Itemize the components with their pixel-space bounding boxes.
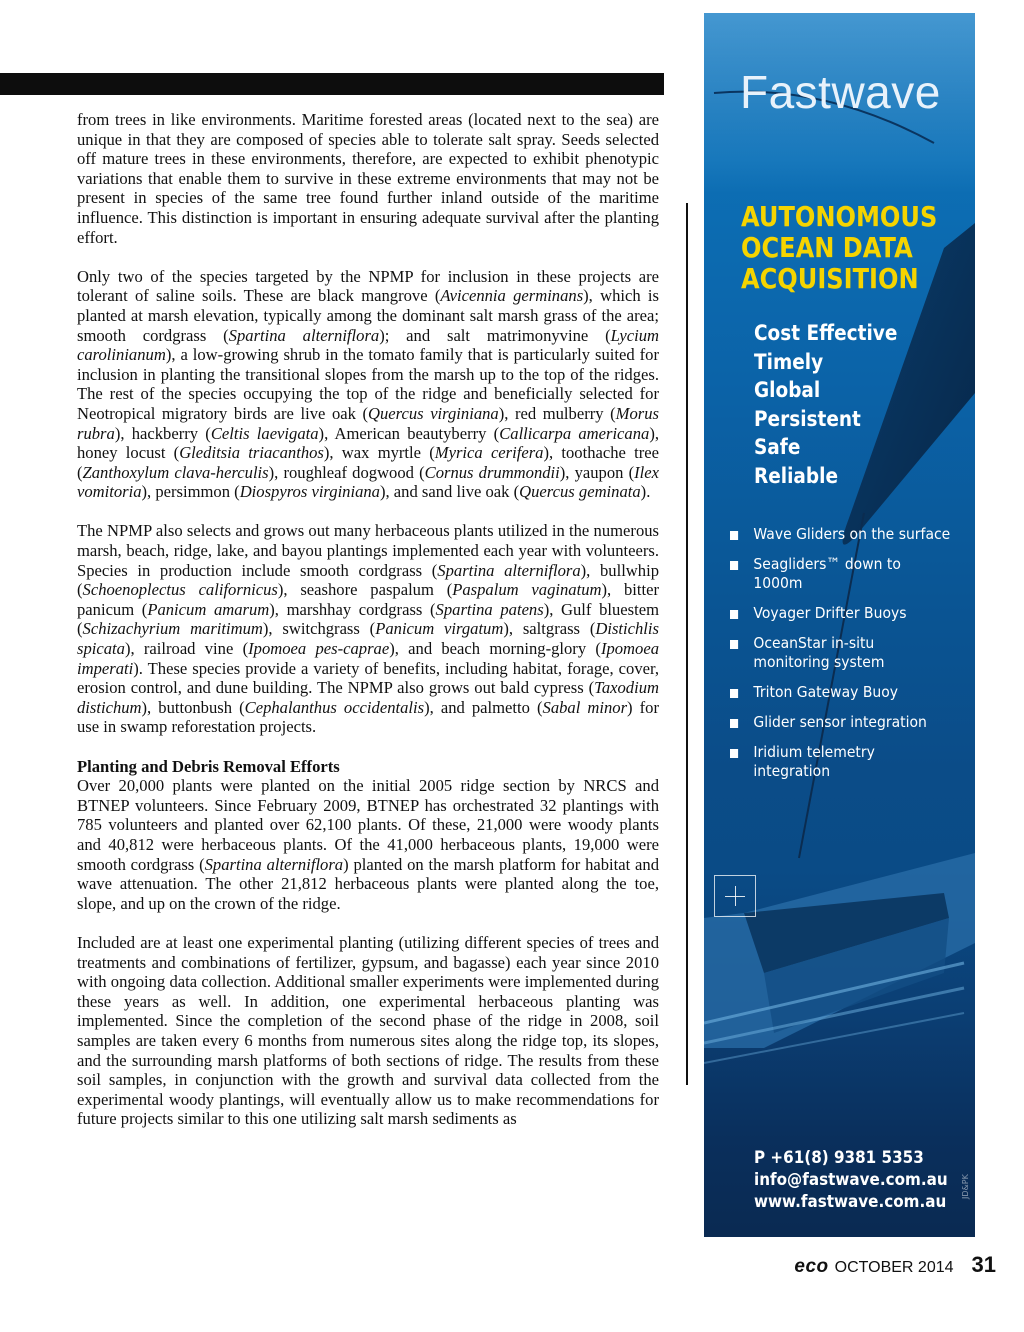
species-name: Paspalum vaginatum bbox=[452, 580, 602, 600]
benefit-item: Safe bbox=[754, 435, 801, 459]
page-number: 31 bbox=[971, 1252, 996, 1277]
feature-label: OceanStar in-situ monitoring system bbox=[753, 634, 885, 671]
species-name: Cornus drummondii bbox=[424, 462, 560, 482]
feature-item bbox=[730, 555, 951, 593]
article-paragraphs bbox=[77, 110, 659, 737]
species-name: Quercus geminata bbox=[519, 482, 641, 502]
feature-label: Iridium telemetry integration bbox=[753, 743, 875, 780]
ad-contact bbox=[754, 1147, 948, 1213]
species-name: Panicum virgatum bbox=[375, 619, 504, 639]
paragraph: Included are at least one experimental planting (utilizing different species of trees and treatments and combinations of fertilizer, gypsum, and bagasse) each year since 2010 with ongoing data collection. Additional smaller experiments were implemented during these years as well. In addition, one experimental herbaceous planting was implemented. Since the completion of the second phase of the ridge in 2008, soil samples are taken every 6 months from numerous sites along the ridge top, its slopes, and the surrounding marsh platforms of both sections of ridge. The results from these soil samples, in conjunction with the growth and survival data collected from the experimental woody plantings, will eventually allow us to make recommendations for future projects similar to this one utilizing salt marsh sediments as bbox=[77, 932, 659, 1129]
species-name: Lycium carolinianum bbox=[77, 325, 659, 365]
species-name: Schoenoplectus californicus bbox=[82, 580, 278, 600]
species-name: Celtis laevigata bbox=[210, 423, 319, 443]
feature-label: Wave Gliders on the surface bbox=[753, 525, 951, 543]
species-name: Distichlis spicata bbox=[77, 619, 659, 659]
feature-item bbox=[730, 683, 951, 702]
species-name: Taxodium distichum bbox=[77, 678, 659, 717]
feature-item bbox=[730, 634, 951, 672]
feature-item bbox=[730, 743, 951, 781]
headline-line: OCEAN DATA bbox=[741, 231, 913, 264]
ad-credit: JD&PK bbox=[961, 1174, 970, 1199]
fastwave-advertisement bbox=[704, 13, 975, 1237]
species-name: Callicarpa americana bbox=[499, 423, 650, 443]
headline-line: ACQUISITION bbox=[741, 262, 919, 295]
bullet-icon bbox=[730, 689, 738, 698]
species-name: Quercus virginiana bbox=[368, 403, 499, 423]
paragraph: from trees in like environments. Maritime forested areas (located next to the sea) are unique in that they are composed of species able to tolerate salt spray. Seeds selected off mature trees in these environments, therefore, are expected to exhibit phenotypic variations that enable them to survive in these extreme environments that may not be present in species of the same tree found further inland outside of the maritime influence. This distinction is important in ensuring adequate survival after the planting effort. bbox=[77, 110, 659, 247]
article-body bbox=[77, 110, 659, 1148]
species-name: Panicum amarum bbox=[147, 599, 270, 619]
species-name: Cephalanthus occidentalis bbox=[244, 697, 425, 717]
species-name: Zanthoxylum clava-herculis bbox=[82, 462, 269, 482]
phone-number: P +61(8) 9381 5353 bbox=[754, 1148, 924, 1167]
species-name: Myrica cerifera bbox=[434, 443, 544, 463]
species-name: Ipomoea pes-caprae bbox=[248, 639, 390, 659]
species-name: Spartina alterniflora bbox=[204, 854, 344, 874]
feature-label: Glider sensor integration bbox=[753, 713, 927, 731]
paragraph: Only two of the species targeted by the NPMP for inclusion in these projects are tolerant of saline soils. These are black mangrove (Avicennia germinans), which is planted at marsh elevation, typically among the dominant salt marsh grass of the area; smooth cordgrass (Spartina alterniflora); and salt matrimonyvine (Lycium carolinianum), a low-growing shrub in the tomato family that is particularly suited for inclusion in planting the transitional slopes from the marsh up to the top of the ridges. The rest of the species occupying the top of the ridge and beneficially selected for Neotropical migratory birds are live oak (Quercus virginiana), red mulberry (Morus rubra), hackberry (Celtis laevigata), American beautyberry (Callicarpa americana), honey locust (Gleditsia triacanthos), wax myrtle (Myrica cerifera), toothache tree (Zanthoxylum clava-herculis), roughleaf dogwood (Cornus drummondii), yaupon (Ilex vomitoria), persimmon (Diospyros virginiana), and sand live oak (Quercus geminata). bbox=[77, 266, 660, 502]
species-name: Schizachyrium maritimum bbox=[82, 619, 263, 639]
paragraph: The NPMP also selects and grows out many herbaceous plants utilized in the numerous marsh, beach, ridge, lake, and bayou plantings implemented each year with volunteers. Species in production include smooth cordgrass (Spartina alterniflora), bullwhip (Schoenoplectus californicus), seashore paspalum (Paspalum vaginatum), bitter panicum (Panicum amarum), marshhay cordgrass (Spartina patens), Gulf bluestem (Schizachyrium maritimum), switchgrass (Panicum virgatum), saltgrass (Distichlis spicata), railroad vine (Ipomoea pes-caprae), and beach morning-glory (Ipomoea imperati). These species provide a variety of benefits, including habitat, forage, cover, erosion control, and dune building. The NPMP also grows out bald cypress (Taxodium distichum), buttonbush (Cephalanthus occidentalis), and palmetto (Sabal minor) for use in swamp reforestation projects. bbox=[77, 521, 659, 737]
feature-item bbox=[730, 525, 951, 544]
benefits-list bbox=[754, 319, 897, 490]
benefit-item: Reliable bbox=[754, 463, 839, 488]
bullet-icon bbox=[730, 610, 738, 619]
website-link[interactable]: www.fastwave.com.au bbox=[754, 1192, 947, 1211]
section-heading: Planting and Debris Removal Efforts bbox=[77, 756, 340, 776]
header-rule bbox=[0, 73, 664, 95]
bullet-icon bbox=[730, 719, 738, 728]
species-name: Ipomoea imperati bbox=[77, 639, 659, 678]
bullet-icon bbox=[730, 640, 738, 649]
column-divider bbox=[686, 203, 688, 1085]
crosshair-icon bbox=[714, 875, 756, 917]
species-name: Gleditsia triacanthos bbox=[179, 443, 324, 463]
species-name: Ilex vomitoria bbox=[77, 462, 659, 502]
ad-headline bbox=[741, 201, 937, 294]
issue-date: OCTOBER 2014 bbox=[834, 1259, 954, 1276]
feature-item bbox=[730, 604, 951, 623]
features-list bbox=[730, 525, 951, 792]
benefit-item: Persistent bbox=[754, 406, 861, 431]
bullet-icon bbox=[730, 531, 738, 540]
feature-item bbox=[730, 713, 951, 732]
species-name: Spartina alterniflora bbox=[228, 325, 380, 345]
benefit-item: Cost Effective bbox=[754, 321, 898, 345]
species-name: Diospyros virginiana bbox=[239, 482, 380, 502]
bullet-icon bbox=[730, 561, 738, 570]
species-name: Avicennia germinans bbox=[440, 286, 584, 306]
magazine-name: eco bbox=[794, 1256, 829, 1277]
species-name: Sabal minor bbox=[542, 697, 628, 717]
page-footer bbox=[794, 1252, 996, 1278]
species-name: Spartina alterniflora bbox=[437, 560, 581, 580]
feature-label: Triton Gateway Buoy bbox=[753, 683, 899, 701]
benefit-item: Global bbox=[754, 378, 821, 402]
headline-line: AUTONOMOUS bbox=[741, 200, 938, 233]
benefit-item: Timely bbox=[754, 349, 824, 374]
section-paragraphs bbox=[77, 776, 659, 1129]
paragraph: Over 20,000 plants were planted on the initial 2005 ridge section by NRCS and BTNEP volunteers. Since February 2009, BTNEP has orchestrated 32 plantings with 785 volunteers and planted over 62,100 plants. Of these, 21,000 were woody plants and 40,812 were herbaceous plants. Of the 41,000 herbaceous plants, 19,000 were smooth cordgrass (Spartina alterniflora) planted on the marsh platform for habitat and wave attenuation. The other 21,812 herbaceous plants were planted along the toe, slope, and up on the crown of the ridge. bbox=[77, 776, 659, 913]
feature-label: Voyager Drifter Buoys bbox=[753, 604, 907, 622]
bullet-icon bbox=[730, 749, 738, 758]
feature-label: Seagliders™ down to 1000m bbox=[753, 555, 901, 592]
fastwave-logo: Fastwave bbox=[740, 66, 941, 118]
email-address[interactable]: info@fastwave.com.au bbox=[754, 1170, 948, 1189]
species-name: Spartina patens bbox=[435, 599, 544, 619]
species-name: Morus rubra bbox=[77, 403, 659, 443]
